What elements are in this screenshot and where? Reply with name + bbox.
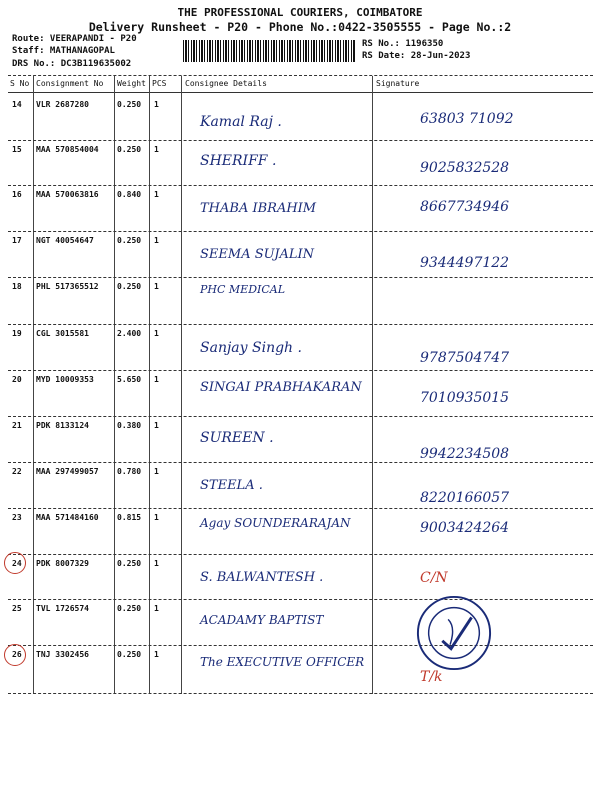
row-consignment: TVL 1726574 — [36, 604, 89, 613]
row-signature: 9942234508 — [420, 446, 510, 462]
column-divider — [114, 76, 115, 694]
row-sno: 17 — [12, 236, 22, 245]
row-divider — [8, 277, 593, 278]
row-pcs: 1 — [154, 650, 159, 659]
row-weight: 0.815 — [117, 513, 142, 522]
route-label: Route: VEERAPANDI - P20 — [12, 34, 137, 44]
row-signature: 9025832528 — [420, 160, 510, 176]
row-pcs: 1 — [154, 375, 159, 384]
col-consignment: Consignment No — [36, 79, 104, 88]
staff-label: Staff: MATHANAGOPAL — [12, 46, 115, 56]
row-consignment: MAA 570854004 — [36, 145, 99, 154]
row-consignee-handwriting: Sanjay Singh . — [200, 340, 302, 356]
row-sno: 19 — [12, 329, 22, 338]
row-pcs: 1 — [154, 190, 159, 199]
row-consignment: MAA 570063816 — [36, 190, 99, 199]
row-divider — [8, 645, 593, 646]
row-pcs: 1 — [154, 282, 159, 291]
row-consignee-handwriting: Kamal Raj . — [200, 114, 282, 130]
column-divider — [33, 76, 34, 694]
row-signature: 63803 71092 — [420, 111, 514, 127]
col-weight: Weight — [117, 79, 146, 88]
circle-mark — [4, 552, 26, 574]
row-weight: 0.840 — [117, 190, 142, 199]
header-top-rule — [8, 75, 593, 76]
row-weight: 0.250 — [117, 282, 142, 291]
row-consignment: PDK 8133124 — [36, 421, 89, 430]
row-consignment: MAA 297499057 — [36, 467, 99, 476]
row-consignment: NGT 40054647 — [36, 236, 94, 245]
row-weight: 0.780 — [117, 467, 142, 476]
row-signature: 8667734946 — [420, 199, 510, 215]
row-consignee-handwriting: SEEMA SUJALIN — [200, 247, 314, 262]
row-consignment: MAA 571484160 — [36, 513, 99, 522]
row-weight: 2.400 — [117, 329, 142, 338]
row-consignee-handwriting: SINGAI PRABHAKARAN — [200, 380, 362, 395]
column-divider — [149, 76, 150, 694]
row-consignment: CGL 3015581 — [36, 329, 89, 338]
row-consignment: VLR 2687280 — [36, 100, 89, 109]
row-weight: 0.380 — [117, 421, 142, 430]
row-weight: 0.250 — [117, 100, 142, 109]
row-consignee-handwriting: PHC MEDICAL — [200, 283, 286, 296]
row-signature: 9344497122 — [420, 255, 510, 271]
row-pcs: 1 — [154, 604, 159, 613]
row-consignee-handwriting: SHERIFF . — [200, 153, 277, 169]
row-signature: T/k — [420, 669, 443, 685]
row-pcs: 1 — [154, 421, 159, 430]
runsheet-subtitle: Delivery Runsheet - P20 - Phone No.:0422-3505555 - Page No.:2 — [88, 20, 512, 34]
row-pcs: 1 — [154, 145, 159, 154]
row-sno: 20 — [12, 375, 22, 384]
row-pcs: 1 — [154, 559, 159, 568]
row-sno: 26 — [12, 650, 22, 659]
row-pcs: 1 — [154, 467, 159, 476]
row-pcs: 1 — [154, 329, 159, 338]
row-divider — [8, 416, 593, 417]
col-sno: S No — [10, 79, 30, 88]
row-consignee-handwriting: ACADAMY BAPTIST — [200, 613, 324, 627]
row-sno: 18 — [12, 282, 22, 291]
row-weight: 5.650 — [117, 375, 142, 384]
row-sno: 22 — [12, 467, 22, 476]
header-bottom-rule — [8, 92, 593, 93]
row-sno: 14 — [12, 100, 22, 109]
row-consignee-handwriting: Agay SOUNDERARAJAN — [200, 516, 351, 530]
row-consignment: MYD 10009353 — [36, 375, 94, 384]
row-sno: 16 — [12, 190, 22, 199]
row-signature: C/N — [420, 570, 448, 586]
row-weight: 0.250 — [117, 145, 142, 154]
row-sno: 25 — [12, 604, 22, 613]
row-signature: 7010935015 — [420, 390, 510, 406]
row-weight: 0.250 — [117, 650, 142, 659]
row-sno: 24 — [12, 559, 22, 568]
col-pcs: PCS — [152, 79, 167, 88]
rs-date: RS Date: 28-Jun-2023 — [362, 51, 471, 61]
row-divider — [8, 554, 593, 555]
row-pcs: 1 — [154, 513, 159, 522]
column-divider — [181, 76, 182, 694]
row-weight: 0.250 — [117, 604, 142, 613]
row-signature: 8220166057 — [420, 490, 510, 506]
rs-number: RS No.: 1196350 — [362, 39, 444, 49]
row-divider — [8, 599, 593, 600]
row-pcs: 1 — [154, 236, 159, 245]
table-end-rule — [8, 693, 593, 694]
row-consignee-handwriting: STEELA . — [200, 478, 263, 493]
row-weight: 0.250 — [117, 559, 142, 568]
row-divider — [8, 231, 593, 232]
row-consignee-handwriting: SUREEN . — [200, 430, 274, 446]
row-consignment: PHL 517365512 — [36, 282, 99, 291]
company-title: THE PROFESSIONAL COURIERS, COIMBATORE — [177, 6, 423, 19]
row-divider — [8, 324, 593, 325]
row-consignee-handwriting: S. BALWANTESH . — [200, 570, 324, 585]
row-consignee-handwriting: THABA IBRAHIM — [200, 201, 317, 216]
drs-number: DRS No.: DC3B119635002 — [12, 59, 132, 69]
row-sno: 15 — [12, 145, 22, 154]
row-consignee-handwriting: The EXECUTIVE OFFICER — [200, 655, 365, 669]
barcode — [183, 40, 355, 62]
column-divider — [372, 76, 373, 694]
row-divider — [8, 462, 593, 463]
row-weight: 0.250 — [117, 236, 142, 245]
row-divider — [8, 140, 593, 141]
col-signature: Signature — [376, 79, 420, 88]
row-sno: 23 — [12, 513, 22, 522]
row-divider — [8, 508, 593, 509]
circle-mark — [4, 644, 26, 666]
col-consignee: Consignee Details — [185, 79, 267, 88]
row-signature: 9003424264 — [420, 520, 510, 536]
row-signature: 9787504747 — [420, 350, 510, 366]
row-divider — [8, 185, 593, 186]
row-consignment: PDK 8007329 — [36, 559, 89, 568]
row-pcs: 1 — [154, 100, 159, 109]
school-stamp — [415, 594, 493, 672]
row-sno: 21 — [12, 421, 22, 430]
row-consignment: TNJ 3302456 — [36, 650, 89, 659]
row-divider — [8, 370, 593, 371]
